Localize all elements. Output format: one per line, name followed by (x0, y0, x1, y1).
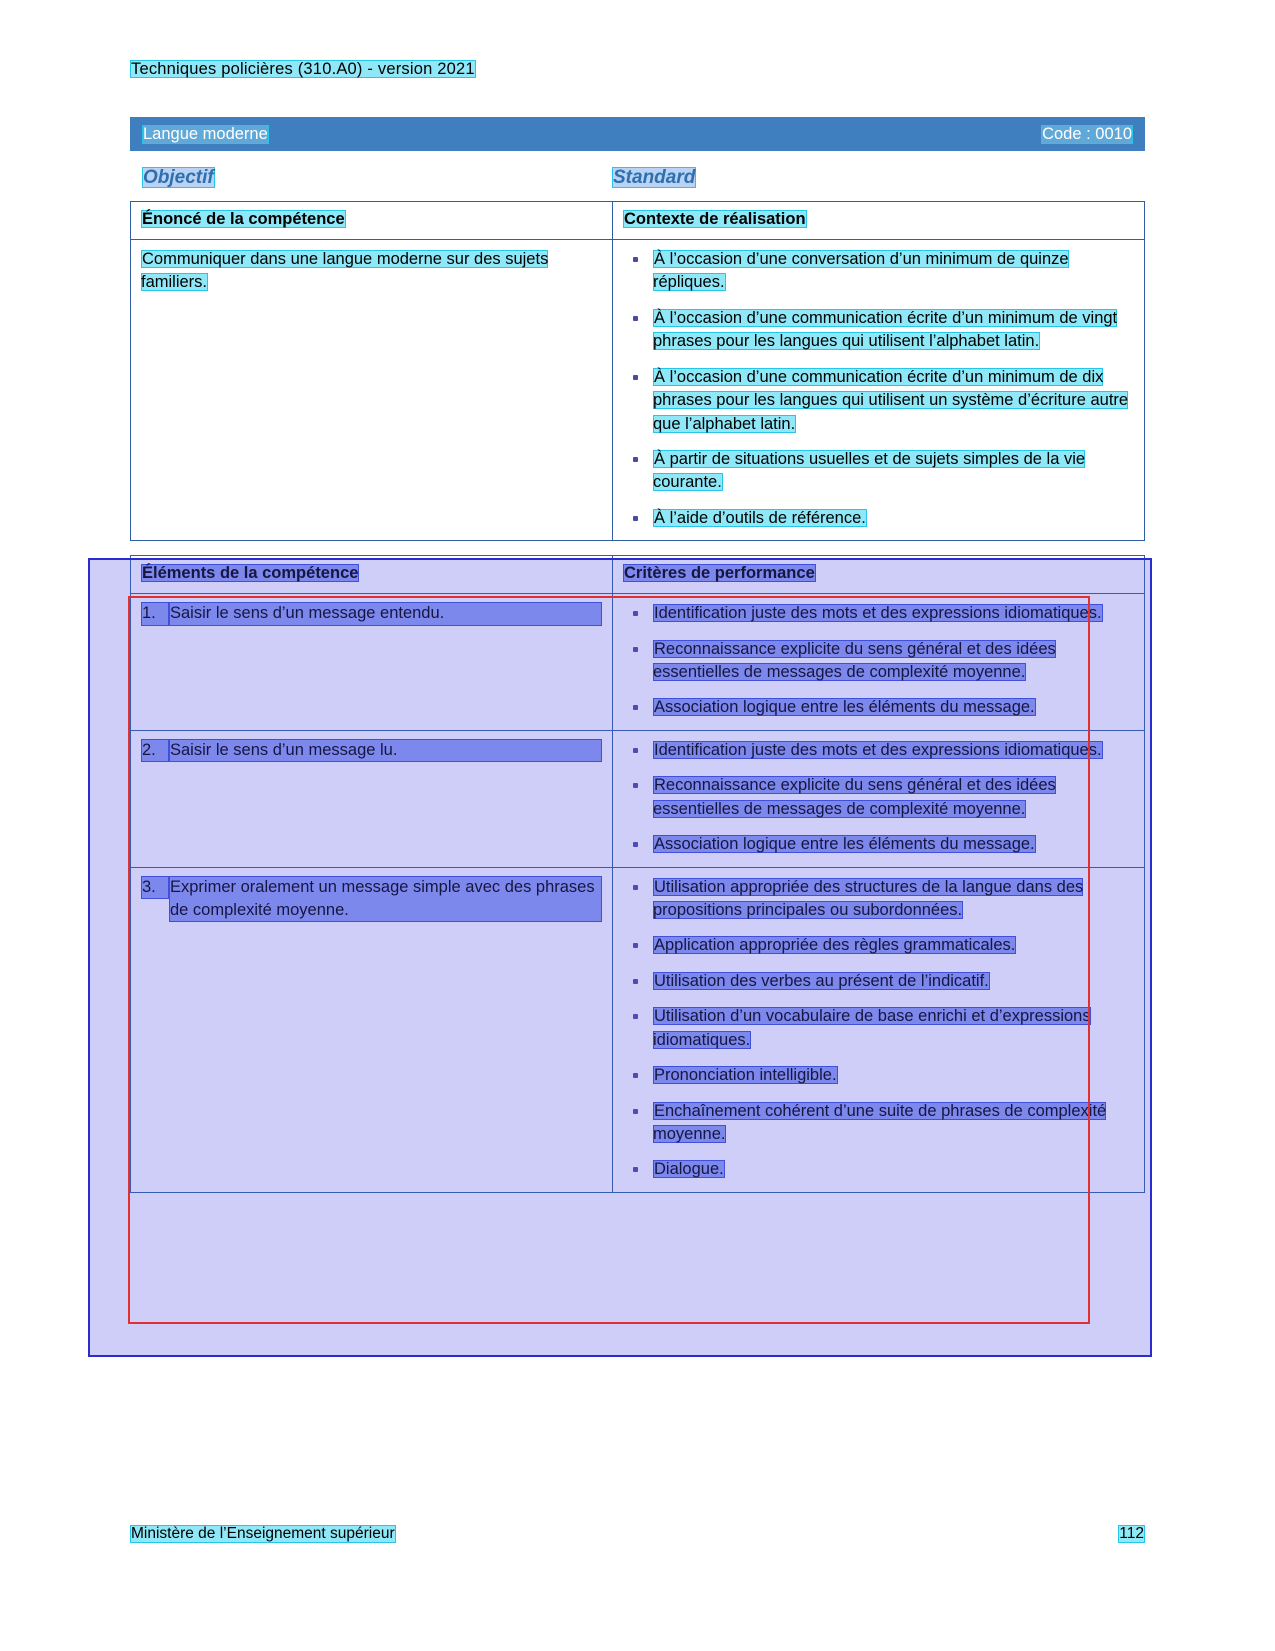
page-number: 112 (1119, 1525, 1144, 1542)
course-title-bar (130, 117, 1145, 151)
list-item: Dialogue. (623, 1158, 1134, 1181)
enonce-header-text: Énoncé de la compétence (142, 210, 345, 228)
list-item: Association logique entre les éléments du message. (623, 696, 1134, 719)
list-item: Reconnaissance explicite du sens général et des idées essentielles de messages de complexité moyenne. (623, 774, 1134, 821)
element-text: Saisir le sens d’un message lu. (169, 739, 602, 762)
list-item: Identification juste des mots et des expressions idiomatiques. (623, 602, 1134, 625)
standard-column-title (612, 167, 1145, 189)
competence-statement-table (130, 201, 1145, 541)
page-footer (130, 1525, 1145, 1543)
criteres-header-text: Critères de performance (624, 564, 815, 583)
elements-header (131, 556, 613, 594)
list-item: Utilisation d’un vocabulaire de base enrichi et d’expressions idiomatiques. (623, 1005, 1134, 1052)
list-item: À l’occasion d’une conversation d’un minimum de quinze répliques. (623, 248, 1134, 295)
list-item: Utilisation des verbes au présent de l’indicatif. (623, 970, 1134, 993)
enonce-text: Communiquer dans une langue moderne sur des sujets familiers. (141, 250, 549, 292)
standard-label: Standard (613, 167, 696, 188)
list-item: Enchaînement cohérent d’une suite de phrases de complexité moyenne. (623, 1100, 1134, 1147)
list-item: Prononciation intelligible. (623, 1064, 1134, 1087)
enonce-header (131, 202, 613, 240)
footer-ministry: Ministère de l’Enseignement supérieur (131, 1525, 395, 1542)
element-cell (131, 594, 613, 731)
table-row (131, 730, 1145, 867)
table-spacer (130, 541, 1145, 555)
objectif-standard-row (130, 167, 1145, 189)
criteria-cell (613, 594, 1145, 731)
element-cell (131, 867, 613, 1192)
element-text: Exprimer oralement un message simple avec des phrases de complexité moyenne. (169, 876, 602, 923)
contexte-header-text: Contexte de réalisation (624, 210, 806, 228)
element-number: 1. (141, 602, 169, 625)
list-item: À partir de situations usuelles et de sujets simples de la vie courante. (623, 448, 1134, 495)
criteria-cell (613, 867, 1145, 1192)
course-title: Langue moderne (143, 124, 268, 143)
table-row (131, 594, 1145, 731)
list-item: Identification juste des mots et des expressions idiomatiques. (623, 739, 1134, 762)
element-text: Saisir le sens d’un message entendu. (169, 602, 602, 625)
criteria-cell (613, 730, 1145, 867)
list-item: À l’aide d’outils de référence. (623, 507, 1134, 530)
document-header-text: Techniques policières (310.A0) - version 2021 (131, 60, 475, 78)
course-code: Code : 0010 (1042, 124, 1132, 143)
list-item: À l’occasion d’une communication écrite d’un minimum de dix phrases pour les langues qui utilisent un système d’écriture autre que l’alphabet latin. (623, 366, 1134, 436)
element-number: 3. (141, 876, 169, 899)
list-item: Association logique entre les éléments du message. (623, 833, 1134, 856)
criteres-header (613, 556, 1145, 594)
table-row (131, 556, 1145, 594)
criteria-list (623, 739, 1134, 857)
list-item: Utilisation appropriée des structures de la langue dans des propositions principales ou subordonnées. (623, 876, 1134, 923)
contexte-header (613, 202, 1145, 240)
list-item: Reconnaissance explicite du sens général et des idées essentielles de messages de complexité moyenne. (623, 638, 1134, 685)
list-item: Application appropriée des règles grammaticales. (623, 934, 1134, 957)
table-row (131, 202, 1145, 240)
contexte-list (623, 248, 1134, 530)
document-header (130, 60, 1145, 79)
table-row (131, 240, 1145, 541)
objectif-column-title (130, 167, 612, 189)
criteria-list (623, 876, 1134, 1182)
element-cell (131, 730, 613, 867)
competence-elements-table (130, 555, 1145, 1193)
enonce-cell (131, 240, 613, 541)
elements-header-text: Éléments de la compétence (142, 564, 359, 583)
list-item: À l’occasion d’une communication écrite d’un minimum de vingt phrases pour les langues qui utilisent l’alphabet latin. (623, 307, 1134, 354)
element-number: 2. (141, 739, 169, 762)
criteria-list (623, 602, 1134, 720)
table-row (131, 867, 1145, 1192)
objectif-label: Objectif (143, 167, 214, 188)
contexte-cell (613, 240, 1145, 541)
